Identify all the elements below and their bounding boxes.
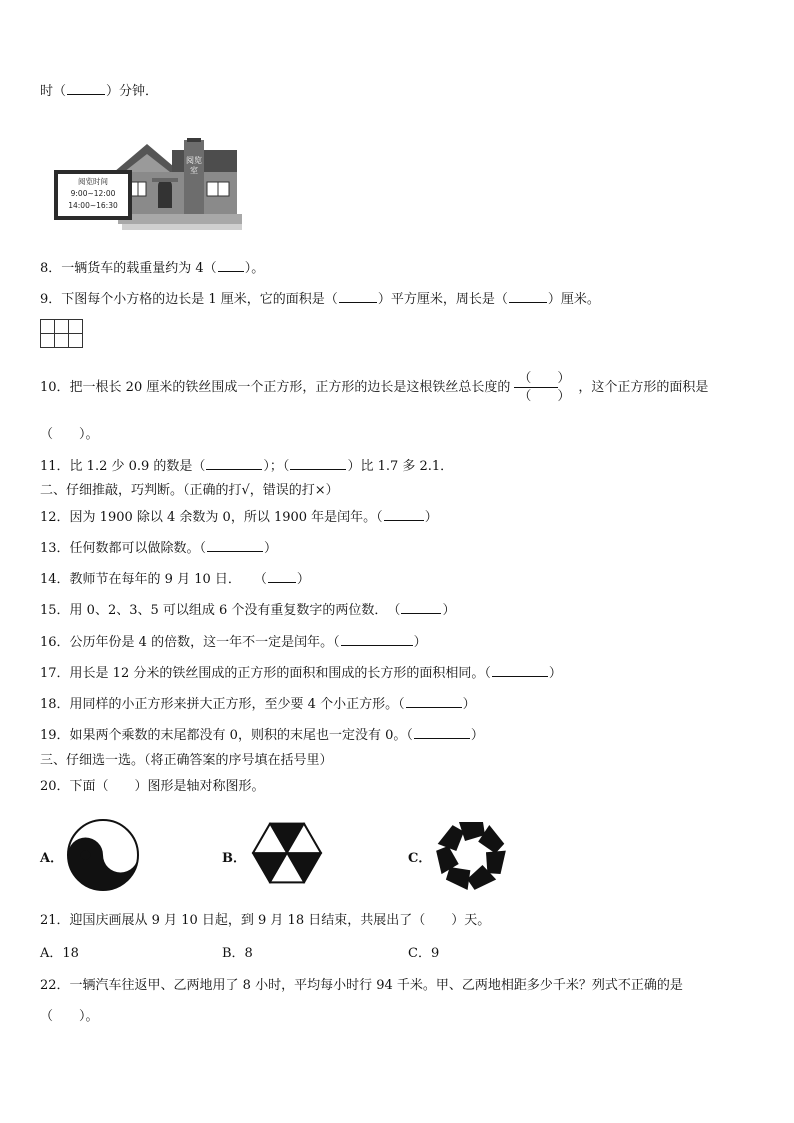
- answer-blank[interactable]: [406, 695, 462, 708]
- option-b-figure[interactable]: [250, 816, 324, 894]
- section-3-heading: 三、仔细选一选。（将正确答案的序号填在括号里）: [40, 753, 333, 768]
- question-9: 9．下图每个小方格的边长是 1 厘米，它的面积是（ ）平方厘米，周长是（ ）厘米。: [40, 292, 600, 307]
- option-21-c[interactable]: C．9: [408, 946, 440, 961]
- question-12: 12．因为 1900 除以 4 余数为 0，所以 1900 年是闰年。（ ）: [40, 510, 438, 525]
- option-21-b[interactable]: B．8: [222, 946, 253, 961]
- answer-blank[interactable]: [290, 457, 346, 470]
- question-15: 15．用 0、2、3、5 可以组成 6 个没有重复数字的两位数． （ ）: [40, 603, 456, 618]
- grid-2x3: [40, 319, 84, 349]
- library-hours-sign: 阅览时间 9:00~12:00 14:00~16:30: [68, 177, 118, 210]
- question-22-line2: （ ）。: [40, 1009, 99, 1024]
- answer-blank[interactable]: [339, 290, 377, 303]
- answer-blank[interactable]: [341, 633, 413, 646]
- option-b-label: B．: [222, 851, 246, 866]
- option-21-a[interactable]: A．18: [40, 946, 79, 961]
- answer-blank[interactable]: [492, 664, 548, 677]
- q7-tail: 时（ ）分钟．: [40, 84, 159, 99]
- fraction-blank[interactable]: $\frac{( )}{( )}$: [514, 370, 574, 405]
- answer-blank[interactable]: [401, 601, 441, 614]
- option-a-figure[interactable]: [66, 818, 140, 896]
- question-13: 13．任何数都可以做除数。（ ）: [40, 541, 278, 556]
- question-17: 17．用长是 12 分米的铁丝围成的正方形的面积和围成的长方形的面积相同。（ ）: [40, 666, 562, 681]
- answer-blank[interactable]: [384, 508, 424, 521]
- question-18: 18．用同样的小正方形来拼大正方形，至少要 4 个小正方形。（ ）: [40, 697, 476, 712]
- question-22: 22．一辆汽车往返甲、乙两地用了 8 小时，平均每小时行 94 千米。甲、乙两地相距多少千米？列式不正确的是: [40, 978, 683, 993]
- building-label: 阅览室: [186, 156, 202, 175]
- answer-blank[interactable]: [509, 290, 547, 303]
- answer-blank[interactable]: [218, 259, 244, 272]
- question-11: 11．比 1.2 少 0.9 的数是（ ）；（ ）比 1.7 多 2.1．: [40, 459, 454, 474]
- question-20: 20．下面（ ）图形是轴对称图形。: [40, 779, 265, 794]
- yin-yang-icon: [66, 818, 140, 892]
- hexagon-triangles-icon: [250, 816, 324, 890]
- question-10: 10．把一根长 20 厘米的铁丝围成一个正方形，正方形的边长是这根铁丝总长度的 $\frac{( )}{( )}$ ，这个正方形的面积是: [40, 371, 709, 404]
- option-c-figure[interactable]: [434, 818, 508, 896]
- answer-blank[interactable]: [206, 457, 262, 470]
- grid-figure: [40, 319, 84, 353]
- answer-blank[interactable]: [414, 726, 470, 739]
- question-19: 19．如果两个乘数的末尾都没有 0，则积的末尾也一定没有 0。（ ）: [40, 728, 484, 743]
- library-figure: [52, 138, 242, 234]
- question-8: 8．一辆货车的载重量约为 4（ ）。: [40, 261, 265, 276]
- question-14: 14．教师节在每年的 9 月 10 日． （ ）: [40, 572, 310, 587]
- answer-blank[interactable]: [207, 539, 263, 552]
- option-a-label: A．: [40, 851, 64, 866]
- aperture-icon: [434, 818, 508, 892]
- section-2-heading: 二、仔细推敲，巧判断。（正确的打√，错误的打×）: [40, 483, 339, 498]
- answer-blank[interactable]: [268, 570, 296, 583]
- question-16: 16．公历年份是 4 的倍数，这一年不一定是闰年。（ ）: [40, 635, 427, 650]
- question-10-line2: （ ）。: [40, 427, 99, 442]
- option-c-label: C．: [408, 851, 432, 866]
- answer-blank[interactable]: [67, 82, 105, 95]
- question-21: 21．迎国庆画展从 9 月 10 日起，到 9 月 18 日结束，共展出了（ ）天。: [40, 913, 491, 928]
